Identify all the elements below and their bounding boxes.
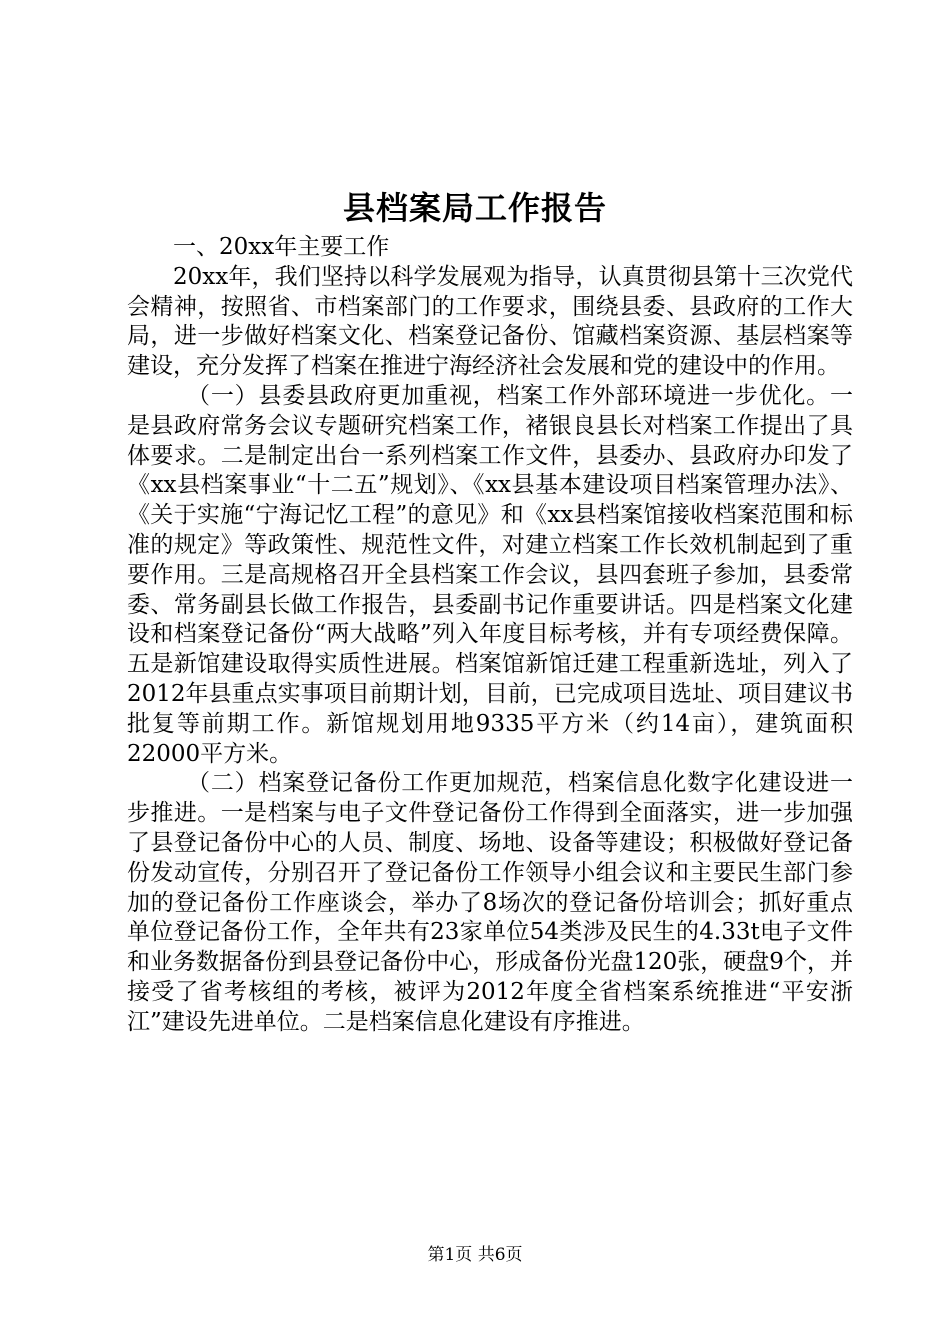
page-number-footer: 第1页 共6页 [427,1245,523,1265]
paragraph-section-1: （一）县委县政府更加重视，档案工作外部环境进一步优化。一是县政府常务会议专题研究档案工作，褚银良县长对档案工作提出了具体要求。二是制定出台一系列档案工作文件，县委办、县政府办印发了《xx县档案事业“十二五”规划》、《xx县基本建设项目档案管理办法》、《关于实施“宁海记忆工程”的意见》和《xx县档案馆接收档案范围和标准的规定》等政策性、规范性文件，对建立档案工作长效机制起到了重要作用。三是高规格召开全县档案工作会议，县四套班子参加，县委常委、常务副县长做工作报告，县委副书记作重要讲话。四是档案文化建设和档案登记备份“两大战略”列入年度目标考核，并有专项经费保障。五是新馆建设取得实质性进展。档案馆新馆迁建工程重新选址，列入了2012年县重点实事项目前期计划，目前，已完成项目选址、项目建议书批复等前期工作。新馆规划用地9335平方米（约14亩），建筑面积22000平方米。 [127,382,853,767]
paragraph-section-2: （二）档案登记备份工作更加规范，档案信息化数字化建设进一步推进。一是档案与电子文件登记备份工作得到全面落实，进一步加强了县登记备份中心的人员、制度、场地、设备等建设；积极做好登记备份发动宣传，分别召开了登记备份工作领导小组会议和主要民生部门参加的登记备份工作座谈会，举办了8场次的登记备份培训会；抓好重点单位登记备份工作，全年共有23家单位54类涉及民生的4.33t电子文件和业务数据备份到县登记备份中心，形成备份光盘120张，硬盘9个，并接受了省考核组的考核，被评为2012年度全省档案系统推进“平安浙江”建设先进单位。二是档案信息化建设有序推进。 [127,770,853,1035]
document-body [127,233,853,1038]
document-title: 县档案局工作报告 [342,189,607,227]
section-heading: 一、20xx年主要工作 [173,234,390,260]
paragraph-intro: 20xx年，我们坚持以科学发展观为指导，认真贯彻县第十三次党代会精神，按照省、市档案部门的工作要求，围绕县委、县政府的工作大局，进一步做好档案文化、档案登记备份、馆藏档案资源、基层档案等建设，充分发挥了档案在推进宁海经济社会发展和党的建设中的作用。 [127,263,853,380]
